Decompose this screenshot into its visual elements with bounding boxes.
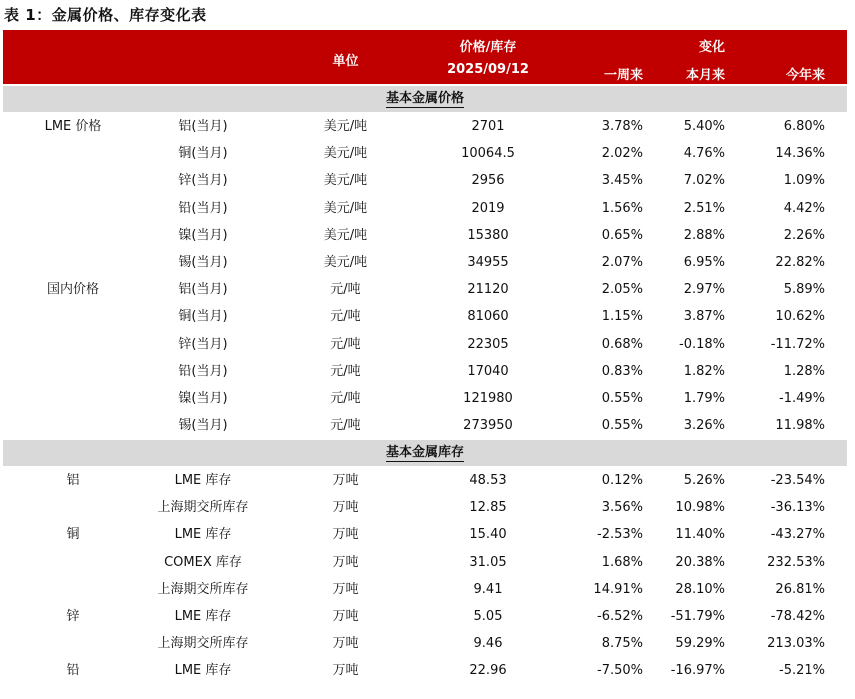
header-change: 变化 [698,40,725,55]
cell-group [3,249,143,276]
cell-month: 10.98% [675,500,725,516]
cell-month: -51.79% [670,609,725,624]
cell-unit: 万吨 [332,581,359,597]
cell-item: 上海期交所库存 [157,500,249,516]
cell-month: 2.51% [683,200,725,216]
cell-value: 2019 [471,200,505,216]
cell-month: 3.26% [683,418,725,434]
cell-year: 4.42% [783,200,825,216]
cell-group [3,331,143,358]
cell-group: 锌 [66,609,80,624]
cell-item: 镍(当月) [178,227,228,243]
cell-value: 22.96 [469,663,507,679]
cell-year: 2.26% [783,227,825,243]
cell-item: 铅(当月) [178,363,228,379]
cell-value: 15380 [467,227,509,243]
cell-year: 1.28% [783,363,825,379]
cell-value: 81060 [467,309,509,325]
cell-group: 国内价格 [46,282,99,298]
cell-group: LME 价格 [44,119,102,134]
cell-year: -5.21% [779,663,825,679]
cell-value: 12.85 [469,500,507,516]
table-row [3,467,847,494]
cell-week: 8.75% [601,636,643,652]
cell-unit: 万吨 [332,663,359,679]
cell-value: 21120 [467,282,509,298]
header-month: 本月来 [685,68,725,83]
cell-item: 上海期交所库存 [157,636,249,652]
cell-week: 3.45% [601,173,643,189]
cell-unit: 元/吨 [330,282,361,298]
cell-group [3,549,143,576]
cell-value: 22305 [467,336,509,352]
cell-week: 0.65% [601,227,643,243]
cell-year: -23.54% [770,473,825,488]
cell-month: 11.40% [675,527,725,543]
cell-unit: 万吨 [332,473,359,488]
cell-item: LME 库存 [174,663,232,679]
cell-item: 铜(当月) [178,309,228,325]
cell-group: 铝 [66,473,80,488]
cell-unit: 美元/吨 [323,200,368,216]
cell-item: 铜(当月) [178,146,228,162]
cell-value: 15.40 [469,527,507,543]
section-inventory-label: 基本金属库存 [385,445,464,460]
cell-week: 0.55% [601,418,643,434]
cell-week: 2.05% [601,282,643,298]
cell-value: 2701 [471,119,505,134]
cell-item: COMEX 库存 [164,554,242,570]
cell-item: 上海期交所库存 [157,581,249,597]
cell-value: 5.05 [473,609,503,624]
section-prices-label: 基本金属价格 [385,91,464,106]
cell-month: 28.10% [675,581,725,597]
cell-week: 3.56% [601,500,643,516]
cell-month: 4.76% [683,146,725,162]
section-prices [3,86,847,112]
cell-value: 31.05 [469,554,507,570]
cell-year: 213.03% [767,636,825,652]
cell-group [3,630,143,657]
cell-item: 锌(当月) [178,336,228,352]
cell-year: -43.27% [770,527,825,543]
cell-year: 11.98% [775,418,825,434]
table-row [3,603,847,630]
cell-year: 26.81% [775,581,825,597]
cell-item: 铅(当月) [178,200,228,216]
cell-year: 14.36% [775,146,825,162]
cell-unit: 元/吨 [330,391,361,406]
header-date: 2025/09/12 [447,62,529,77]
cell-item: 锡(当月) [178,255,228,270]
cell-unit: 元/吨 [330,309,361,325]
cell-month: 5.40% [683,119,725,134]
section-inventory [3,440,847,466]
cell-group [3,385,143,412]
cell-month: 6.95% [683,255,725,270]
cell-year: -1.49% [779,391,825,406]
table-row [3,331,847,358]
cell-week: -6.52% [597,609,643,624]
cell-group [3,576,143,603]
cell-value: 17040 [467,363,509,379]
cell-week: 3.78% [601,119,643,134]
cell-group [3,222,143,249]
cell-year: -36.13% [770,500,825,516]
cell-value: 2956 [471,173,505,189]
cell-month: -0.18% [679,336,725,352]
cell-week: -2.53% [597,527,643,543]
cell-item: 锡(当月) [178,418,228,434]
table-row [3,195,847,222]
cell-year: 1.09% [783,173,825,189]
cell-group: 铅 [66,663,80,679]
cell-unit: 美元/吨 [323,227,368,243]
cell-week: 14.91% [593,581,643,597]
cell-month: 2.88% [683,227,725,243]
header-price-inventory: 价格/库存 [459,40,517,55]
cell-group [3,303,143,330]
cell-value: 9.41 [473,581,503,597]
cell-week: 2.02% [601,146,643,162]
table-row [3,576,847,603]
cell-month: 5.26% [683,473,725,488]
cell-unit: 万吨 [332,500,359,516]
cell-week: 0.55% [601,391,643,406]
table-row [3,494,847,521]
header-unit: 单位 [332,54,359,69]
cell-unit: 万吨 [332,609,359,624]
cell-week: 0.12% [601,473,643,488]
cell-item: LME 库存 [174,609,232,624]
cell-group [3,195,143,222]
header-year: 今年来 [785,68,825,83]
cell-month: -16.97% [670,663,725,679]
cell-unit: 美元/吨 [323,255,368,270]
cell-month: 3.87% [683,309,725,325]
cell-item: LME 库存 [174,527,232,543]
cell-item: LME 库存 [174,473,232,488]
table-row [3,303,847,330]
cell-month: 1.82% [683,363,725,379]
table-title: 表 1：金属价格、库存变化表 [4,6,207,24]
cell-value: 121980 [463,391,513,406]
table-row [3,521,847,548]
cell-week: 1.68% [601,554,643,570]
table-row [3,630,847,657]
cell-value: 273950 [463,418,513,434]
cell-month: 7.02% [683,173,725,189]
table-row [3,249,847,276]
cell-week: 1.15% [601,309,643,325]
table-row [3,222,847,249]
cell-year: 5.89% [783,282,825,298]
cell-unit: 万吨 [332,636,359,652]
cell-month: 20.38% [675,554,725,570]
cell-unit: 元/吨 [330,336,361,352]
cell-month: 1.79% [683,391,725,406]
cell-unit: 元/吨 [330,418,361,434]
cell-month: 59.29% [675,636,725,652]
cell-week: 2.07% [601,255,643,270]
cell-group [3,358,143,385]
cell-unit: 美元/吨 [323,146,368,162]
table-header [3,30,847,84]
cell-unit: 万吨 [332,527,359,543]
cell-item: 锌(当月) [178,173,228,189]
table-row [3,140,847,167]
cell-month: 2.97% [683,282,725,298]
cell-unit: 美元/吨 [323,119,368,134]
cell-item: 铝(当月) [178,119,228,134]
cell-group: 铜 [66,527,80,543]
cell-week: 1.56% [601,200,643,216]
cell-item: 铝(当月) [178,282,228,298]
table-row [3,276,847,303]
cell-value: 10064.5 [461,146,515,162]
cell-year: 232.53% [767,554,825,570]
cell-group [3,412,143,439]
cell-group [3,167,143,194]
table-row [3,113,847,140]
table-row [3,167,847,194]
header-week: 一周来 [603,68,643,83]
table-row [3,358,847,385]
cell-week: 0.83% [601,363,643,379]
table-row [3,549,847,576]
cell-group [3,140,143,167]
cell-value: 48.53 [469,473,507,488]
table-row [3,385,847,412]
cell-unit: 美元/吨 [323,173,368,189]
cell-unit: 万吨 [332,554,359,570]
cell-year: 6.80% [783,119,825,134]
cell-week: 0.68% [601,336,643,352]
table-row [3,657,847,684]
cell-item: 镍(当月) [178,391,228,406]
cell-week: -7.50% [597,663,643,679]
cell-group [3,494,143,521]
cell-year: 22.82% [775,255,825,270]
cell-value: 9.46 [473,636,503,652]
cell-value: 34955 [467,255,509,270]
cell-year: -11.72% [770,336,825,352]
table-row [3,412,847,439]
cell-year: -78.42% [770,609,825,624]
cell-year: 10.62% [775,309,825,325]
cell-unit: 元/吨 [330,363,361,379]
